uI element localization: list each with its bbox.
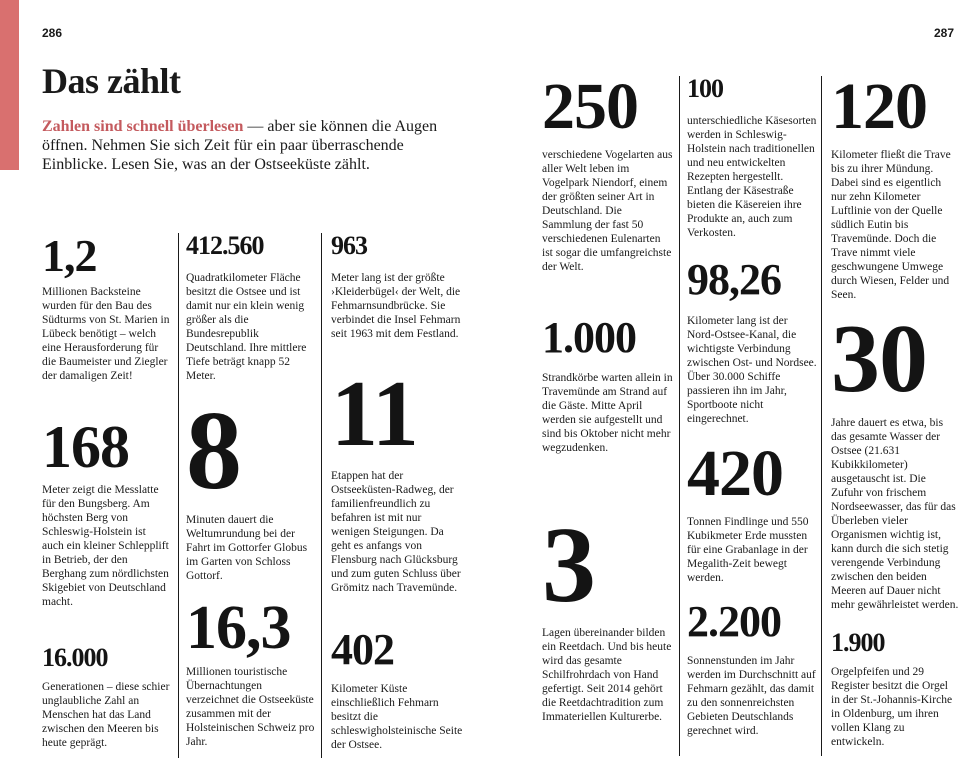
fact-text: Meter lang ist der größte ›Kleiderbügel‹ der Welt, die Fehmarnsundbrücke. Sie verbindet die Insel Fehmarn seit 1963 mit dem Festland.	[331, 272, 461, 340]
fact-text: verschiedene Vogelarten aus aller Welt leben im Vogelpark Niendorf, einem der größten seiner Art in Deutschland. Die Sammlung der fast 50 verschiedenen Eulenarten ist sogar die umfangreichste der Welt.	[542, 149, 673, 273]
page-title: Das zählt	[42, 61, 181, 101]
column-divider	[679, 76, 680, 756]
fact-text: Sonnenstunden im Jahr werden im Durchschnitt auf Fehmarn gezählt, das damit zu den sonnenreichsten Gebieten Deutschlands gerechnet wird.	[687, 655, 816, 737]
fact-number: 1.900	[831, 628, 885, 657]
fact-block	[687, 597, 817, 738]
fact-block	[42, 645, 170, 750]
fact-number: 963	[331, 231, 367, 260]
fact-text: Strandkörbe warten allein in Travemünde am Strand auf die Gäste. Mitte April werden sie aufgestellt und sind bis Oktober nicht mehr wegzudenken.	[542, 372, 673, 454]
fact-number: 1,2	[42, 230, 97, 281]
fact-number: 402	[331, 625, 394, 674]
fact-block	[186, 389, 316, 583]
fact-block	[831, 305, 959, 612]
fact-text: Lagen übereinander bilden ein Reetdach. Und bis heute wird das gesamte Schilfrohrdach von Hand gefertigt. Seit 2014 gehört die Reetdachtradition zum Immateriellen Kulturerbe.	[542, 627, 672, 723]
fact-block	[687, 76, 817, 240]
fact-number: 1.000	[542, 313, 636, 362]
fact-text: Etappen hat der Ostseeküsten-Radweg, der familienfreundlich zu befahren ist mit nur wenigen Steigungen. Da geht es anfangs von Flensburg nach Glücksburg und zum guten Schluss über Grömitz nach Travemünde.	[331, 470, 461, 594]
intro-rest: — aber sie können die Augen öffnen. Nehmen Sie sich Zeit für ein paar überraschende Einblicke. Lesen Sie, was an der Ostseeküste zählt.	[42, 118, 438, 173]
fact-number: 11	[331, 362, 418, 466]
fact-text: unterschiedliche Käsesorten werden in Schleswig-Holstein nach traditionellen und neu entwickelten Rezepten hergestellt. Entlang der Käsestraße bieten die Käsereien ihre Produkte an, auch zum Verkosten.	[687, 115, 817, 239]
page-number-right: 287	[934, 26, 955, 40]
fact-number: 98,26	[687, 255, 781, 304]
fact-text: Jahre dauert es etwa, bis das gesamte Wasser der Ostsee (21.631 Kubikkilometer) ausgetauscht ist. Die Zufuhr von frischem Nordseewasser, das für das Überleben vieler Organismen wichtig ist, kann durch die sich stetig verengende Verbindung zwischen den beiden Meeren auf Dauer nicht mehr gewährleistet werden.	[831, 417, 959, 611]
fact-number: 16.000	[42, 643, 108, 672]
fact-text: Tonnen Findlinge und 550 Kubikmeter Erde mussten für eine Grabanlage in der Megalith-Zeit bewegt werden.	[687, 516, 809, 584]
accent-bar	[0, 0, 19, 170]
column-divider	[321, 233, 322, 758]
fact-text: Meter zeigt die Messlatte für den Bungsberg. Am höchsten Berg von Schleswig-Holstein ist auch ein kleiner Schlepplift in Betrieb, der den Berghang zum nördlichsten Skigebiet von Deutschland macht.	[42, 484, 169, 608]
fact-block	[831, 630, 959, 749]
fact-number: 412.560	[186, 231, 264, 260]
fact-block	[331, 233, 463, 341]
fact-block	[831, 70, 959, 302]
page-number-left: 286	[42, 26, 63, 40]
fact-text: Kilometer Küste einschließlich Fehmarn besitzt die schleswigholsteinische Seite der Ostsee.	[331, 683, 463, 751]
fact-block	[542, 506, 674, 724]
fact-number: 16,3	[186, 594, 291, 662]
fact-block	[331, 362, 463, 595]
fact-block	[542, 313, 674, 455]
column-divider	[178, 233, 179, 758]
fact-text: Kilometer lang ist der Nord-Ostsee-Kanal, die wichtigste Verbindung zwischen Ost- und Nordsee. Über 30.000 Schiffe passieren ihn im Jahr, Sportboote nicht eingerechnet.	[687, 315, 817, 425]
fact-number: 120	[831, 70, 927, 143]
fact-number: 168	[42, 414, 129, 480]
fact-block	[542, 70, 674, 274]
fact-block	[687, 437, 817, 585]
fact-number: 30	[831, 305, 927, 413]
fact-block	[42, 414, 170, 609]
fact-number: 8	[186, 389, 241, 513]
fact-text: Minuten dauert die Weltumrundung bei der Fahrt im Gottorfer Globus im Garten von Schloss Gottorf.	[186, 514, 308, 582]
intro-lead: Zahlen sind schnell überlesen	[42, 118, 244, 135]
fact-text: Generationen – diese schier unglaubliche Zahl an Menschen hat das Land zwischen den Meeren bis heute geprägt.	[42, 681, 170, 749]
fact-block	[186, 233, 316, 383]
fact-text: Quadratkilometer Fläche besitzt die Ostsee und ist damit nur ein klein wenig größer als die Bundesrepublik Deutschland. Ihre mittlere Tiefe beträgt knapp 52 Meter.	[186, 272, 307, 382]
fact-text: Millionen Backsteine wurden für den Bau des Südturms von St. Marien in Lübeck benötigt – welch eine Herausforderung für die Baumeister und Ziegler der damaligen Zeit!	[42, 286, 170, 382]
fact-text: Kilometer fließt die Trave bis zu ihrer Mündung. Dabei sind es eigentlich nur zehn Kilometer Luftlinie von der Quelle südlich Eutin bis Travemünde. Doch die Trave nimmt viele geschwungene Umwege durch Wiesen, Felder und Seen.	[831, 149, 951, 301]
fact-number: 3	[542, 506, 595, 625]
fact-text: Orgelpfeifen und 29 Register besitzt die Orgel in der St.-Johannis-Kirche in Oldenburg, um ihren vollen Klang zu entwickeln.	[831, 666, 953, 748]
fact-number: 100	[687, 74, 723, 103]
fact-number: 420	[687, 437, 783, 510]
fact-block	[687, 255, 817, 426]
fact-block	[42, 230, 170, 383]
column-divider	[821, 76, 822, 756]
fact-text: Millionen touristische Übernachtungen verzeichnet die Ostseeküste zusammen mit der Holsteinischen Schweiz pro Jahr.	[186, 666, 315, 748]
intro-text	[42, 117, 462, 174]
fact-number: 250	[542, 70, 638, 143]
fact-block	[186, 594, 316, 749]
fact-number: 2.200	[687, 597, 781, 646]
fact-block	[331, 625, 463, 752]
